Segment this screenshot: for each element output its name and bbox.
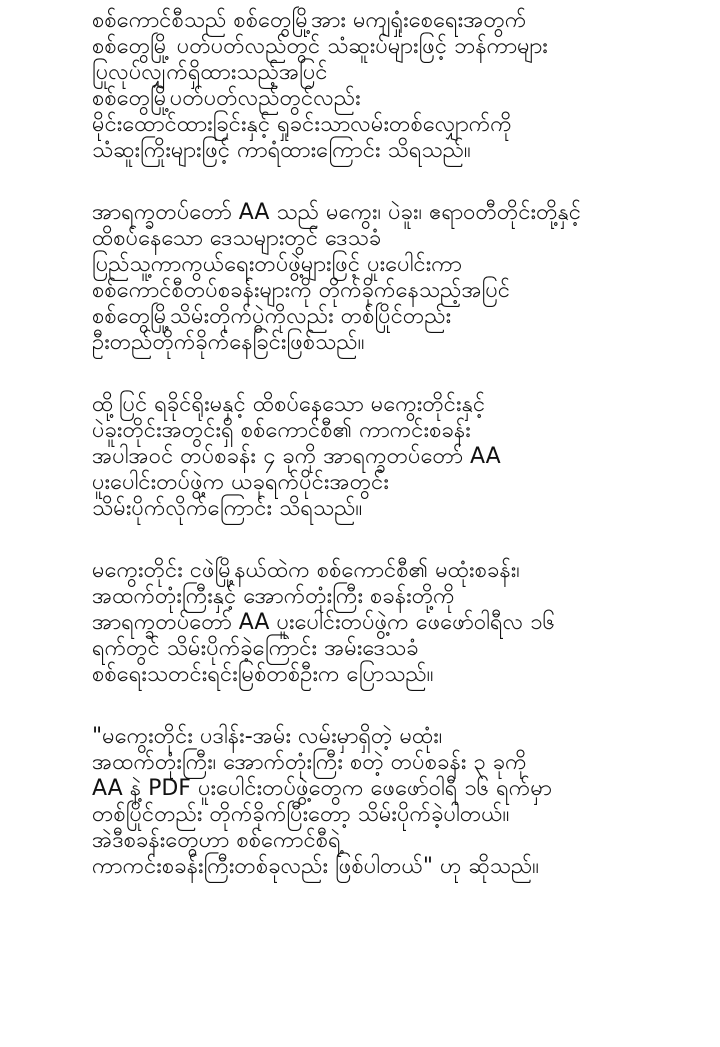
text-line: စစ်တွေမြို့ပတ်ပတ်လည်တွင်လည်း	[92, 86, 361, 111]
text-line: "မကွေးတိုင်း ပဒါန်း-အမ်း လမ်းမှာရှိတဲ့ မထုံး၊	[92, 724, 443, 749]
text-line: သိမ်းပိုက်လိုက်ကြောင်း သိရသည်။	[92, 496, 363, 521]
text-line: စစ်ကောင်စီတပ်စခန်းများကို တိုက်ခိုက်နေသည့်အပြင်	[92, 278, 511, 303]
paragraph-2	[92, 200, 692, 356]
text-line: ထိစပ်နေသော ဒေသများတွင် ဒေသခံ	[92, 226, 382, 251]
text-line: ပဲခူးတိုင်းအတွင်းရှိ စစ်ကောင်စီ၏ ကာကင်းစခန်း	[92, 418, 471, 443]
article-body	[92, 8, 692, 916]
text-line: စစ်တွေမြို့ ပတ်ပတ်လည်တွင် သံဆူးပ်များဖြင့် ဘန်ကာများ	[92, 34, 548, 59]
text-line: ထို့ပြင် ရခိုင်ရိုးမနှင့် ထိစပ်နေသော မကွေးတိုင်းနှင့်	[92, 392, 486, 417]
text-line: အာရက္ခတပ်တော် AA ပူးပေါင်းတပ်ဖွဲ့က ဖေဖော်ဝါရီလ ၁၆	[92, 610, 555, 635]
text-line: စစ်ကောင်စီသည် စစ်တွေမြို့အား မကျရှုံးစေရေးအတွက်	[92, 8, 527, 33]
text-line: သံဆူးကြိုးများဖြင့် ကာရံထားကြောင်း သိရသည်။	[92, 138, 471, 163]
text-line: တစ်ပြိုင်တည်း တိုက်ခိုက်ပြီးတော့ သိမ်းပိုက်ခဲ့ပါတယ်။	[92, 802, 510, 827]
text-line: မိုင်းထောင်ထားခြင်းနှင့် ရှုခင်းသာလမ်းတစ်လျှောက်ကို	[92, 112, 512, 137]
text-line: စစ်တွေမြို့သိမ်းတိုက်ပွဲကိုလည်း တစ်ပြိုင်တည်း	[92, 304, 452, 329]
text-line: အပါအဝင် တပ်စခန်း ၄ ခုကို အာရက္ခတပ်တော် AA	[92, 444, 501, 469]
text-line: စစ်ရေးသတင်းရင်းမြစ်တစ်ဦးက ပြောသည်။	[92, 662, 434, 687]
text-line: ရက်တွင် သိမ်းပိုက်ခဲ့ကြောင်း အမ်းဒေသခံ	[92, 636, 419, 661]
text-line: အထက်တုံးကြီး၊ အောက်တုံးကြီး စတဲ့ တပ်စခန်း ၃ ခုကို	[92, 750, 527, 775]
paragraph-5	[92, 724, 692, 880]
paragraph-1	[92, 8, 692, 164]
text-line: ကာကင်းစခန်းကြီးတစ်ခုလည်း ဖြစ်ပါတယ်" ဟု ဆိုသည်။	[92, 854, 539, 879]
text-line: အထက်တုံးကြီးနှင့် အောက်တုံးကြီး စခန်းတို့ကို	[92, 584, 455, 609]
paragraph-3	[92, 392, 692, 522]
text-line: မကွေးတိုင်း ငဖဲမြို့နယ်ထဲက စစ်ကောင်စီ၏ မထုံးစခန်း၊	[92, 558, 520, 583]
text-line: အာရက္ခတပ်တော် AA သည် မကွေး၊ ပဲခူး၊ ဧရာဝတီတိုင်းတို့နှင့်	[92, 200, 582, 225]
text-line: ပြည်သူ့ကာကွယ်ရေးတပ်ဖွဲ့များဖြင့် ပူးပေါင်းကာ	[92, 252, 462, 277]
text-line: ဦးတည်တိုက်ခိုက်နေခြင်းဖြစ်သည်။	[92, 330, 365, 355]
text-line: AA နဲ့ PDF ပူးပေါင်းတပ်ဖွဲ့တွေက ဖေဖော်ဝါရီ ၁၆ ရက်မှာ	[92, 776, 552, 801]
text-line: ပူးပေါင်းတပ်ဖွဲ့က ယခုရက်ပိုင်းအတွင်း	[92, 470, 389, 495]
paragraph-4	[92, 558, 692, 688]
text-line: အဲဒီစခန်းတွေဟာ စစ်ကောင်စီရဲ့	[92, 828, 341, 853]
text-line: ပြုလုပ်လျှက်ရှိထားသည့်အပြင်	[92, 60, 328, 85]
